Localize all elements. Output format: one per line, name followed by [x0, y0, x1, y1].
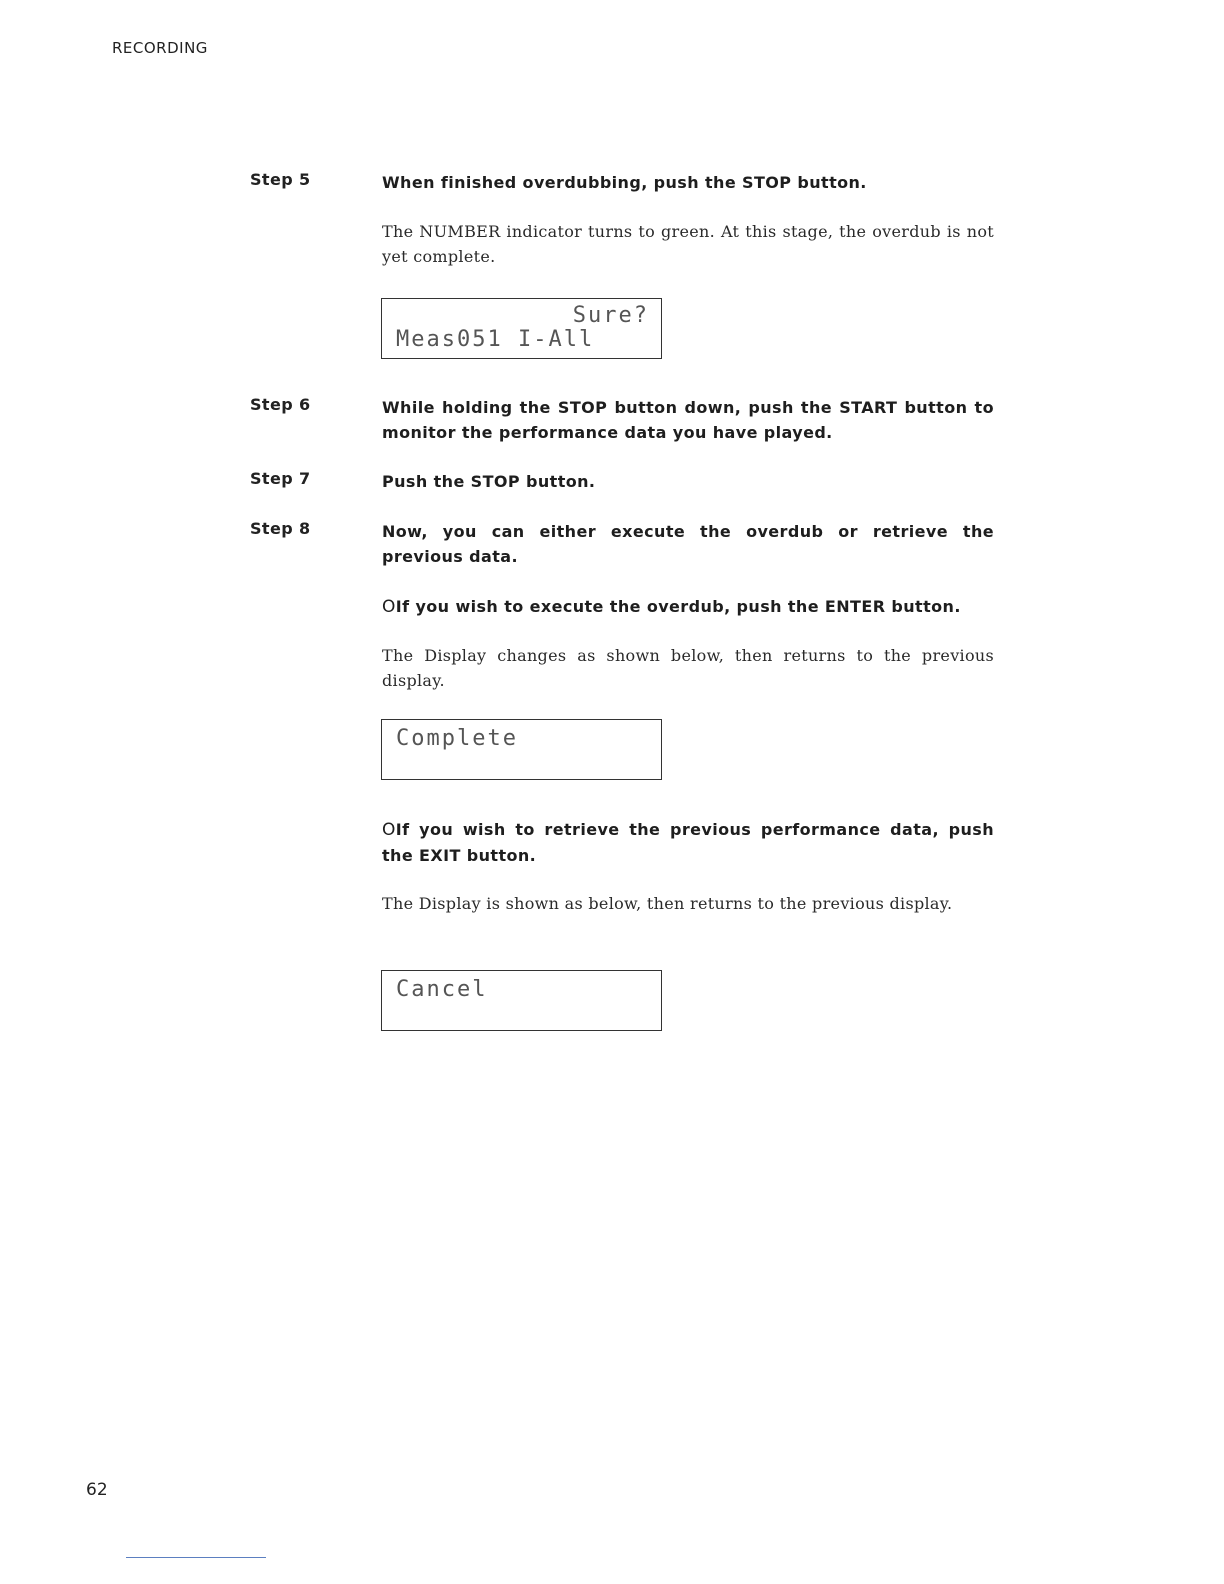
step-7-instruction: Push the STOP button. — [382, 472, 596, 491]
lcd-line-1: Cancel — [396, 977, 488, 1002]
step-5-label: Step 5 — [250, 170, 311, 189]
option-retrieve-note: The Display is shown as below, then returns to the previous display. — [382, 894, 953, 913]
option-execute — [382, 594, 994, 620]
footer-rule — [126, 1557, 266, 1558]
lcd-line-1: Complete — [396, 726, 518, 751]
bullet-circle-icon: O — [382, 597, 396, 617]
step-8-instruction: Now, you can either execute the overdub or retrieve the previous data. — [382, 522, 994, 566]
lcd-display-complete — [381, 719, 662, 780]
bullet-circle-icon: O — [382, 820, 396, 840]
page-number: 62 — [86, 1480, 108, 1500]
lcd-line-1: Sure? — [572, 303, 649, 328]
option-retrieve-text: If you wish to retrieve the previous performance data, push the EXIT button. — [382, 820, 994, 865]
lcd-display-cancel — [381, 970, 662, 1031]
step-8-label: Step 8 — [250, 519, 311, 538]
option-retrieve — [382, 817, 994, 868]
step-6-instruction: While holding the STOP button down, push the START button to monitor the performance data you have played. — [382, 398, 994, 442]
option-execute-note: The Display changes as shown below, then returns to the previous display. — [382, 646, 994, 690]
step-5-note: The NUMBER indicator turns to green. At this stage, the overdub is not yet complete. — [382, 222, 994, 266]
lcd-display-sure — [381, 298, 662, 359]
option-execute-text: If you wish to execute the overdub, push the ENTER button. — [395, 597, 961, 616]
page-header: RECORDING — [112, 39, 208, 57]
step-7-label: Step 7 — [250, 469, 311, 488]
lcd-line-2: Meas051 I-All — [396, 327, 595, 352]
step-6-label: Step 6 — [250, 395, 311, 414]
step-5-instruction: When finished overdubbing, push the STOP button. — [382, 173, 867, 192]
